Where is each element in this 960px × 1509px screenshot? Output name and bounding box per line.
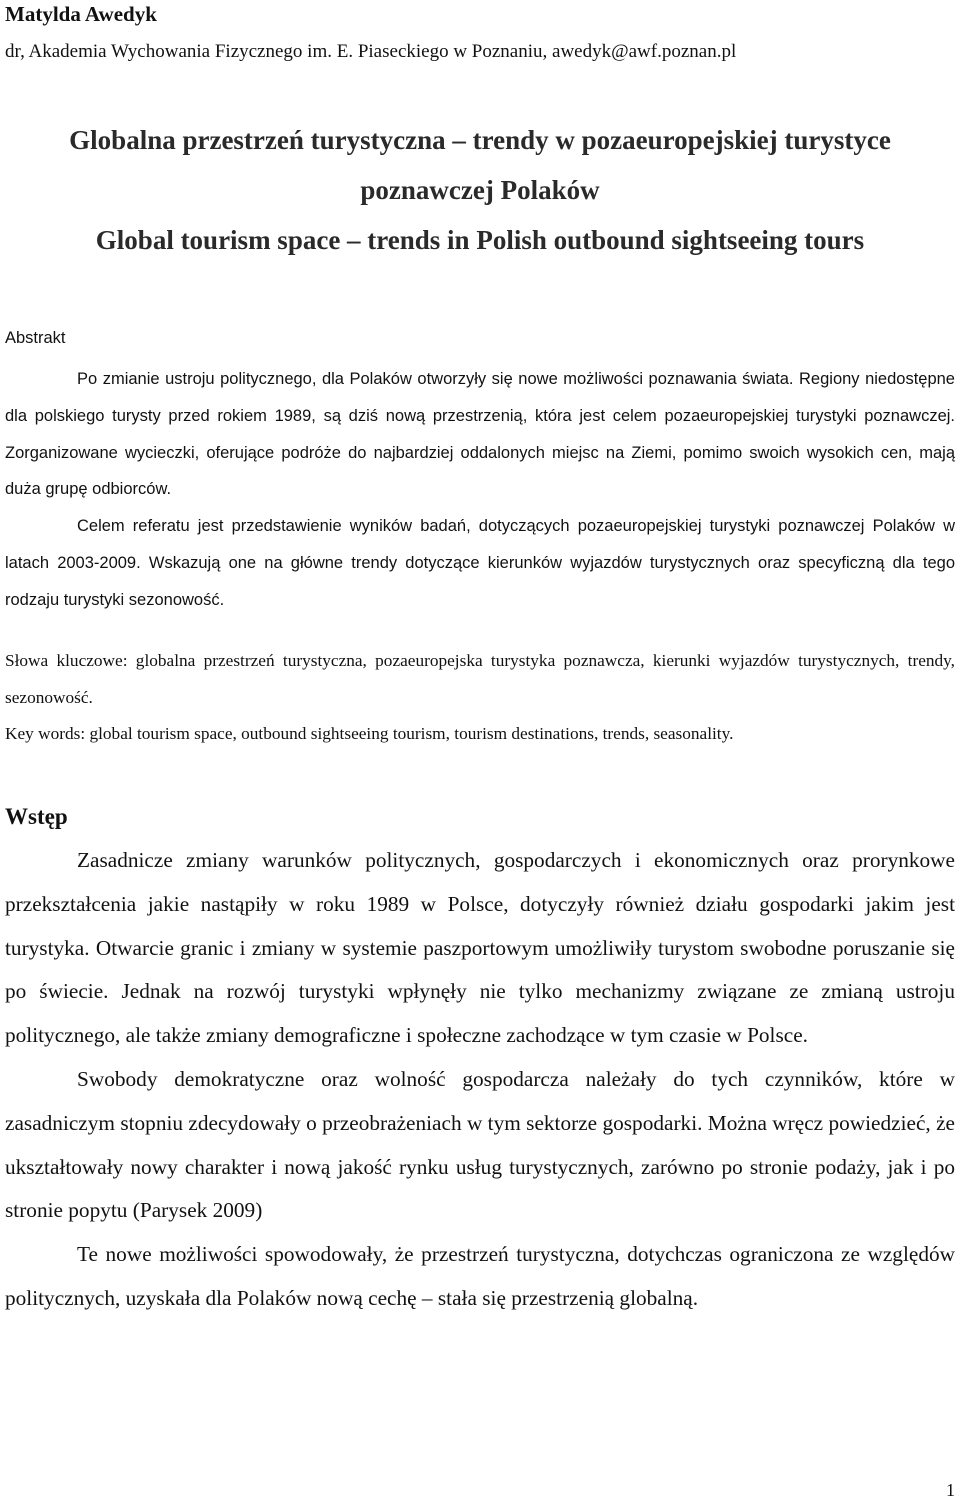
abstract-body xyxy=(5,361,955,619)
abstract-label: Abstrakt xyxy=(5,329,66,347)
keywords-english: Key words: global tourism space, outbound sightseeing tourism, tourism destinations, trends, seasonality. xyxy=(5,724,734,743)
keywords-polish: Słowa kluczowe: globalna przestrzeń turystyczna, pozaeuropejska turystyka poznawcza, kierunki wyjazdów turystycznych, trendy, sezonowość. xyxy=(5,651,955,707)
abstract-paragraph-2: Celem referatu jest przedstawienie wyników badań, dotyczących pozaeuropejskiej turystyki poznawczej Polaków w latach 2003-2009. Wskazują one na główne trendy dotyczące kierunków wyjazdów turystycznych oraz specyficzną dla tego rodzaju turystyki sezonowość. xyxy=(5,517,955,609)
introduction-paragraph-1: Zasadnicze zmiany warunków politycznych, gospodarczych i ekonomicznych oraz prorynkowe przekształcenia jakie nastąpiły w roku 1989 w Polsce, dotyczyły również działu gospodarki jakim jest turystyka. Otwarcie granic i zmiany w systemie paszportowym umożliwiły turystom swobodne poruszanie się po świecie. Jednak na rozwój turystyki wpłynęły nie tylko mechanizmy związane ze zmianą ustroju politycznego, ale także zmiany demograficzne i społeczne zachodzące w tym czasie w Polsce. xyxy=(5,848,955,1048)
introduction-paragraph-2: Swobody demokratyczne oraz wolność gospodarcza należały do tych czynników, które w zasadniczym stopniu zdecydowały o przeobrażeniach w tym sektorze gospodarki. Można wręcz powiedzieć, że ukształtowały nowy charakter i nową jakość rynku usług turystycznych, zarówno po stronie podaży, jak i po stronie popytu (Parysek 2009) xyxy=(5,1066,955,1223)
abstract-paragraph-1: Po zmianie ustroju politycznego, dla Polaków otworzyły się nowe możliwości poznawania świata. Regiony niedostępne dla polskiego turysty przed rokiem 1989, są dziś nową przestrzenią, która jest celem pozaeuropejskiej turystyki poznawczej. Zorganizowane wycieczki, oferujące podróże do najbardziej oddalonych miejsc na Ziemi, pomimo swoich wysokich cen, mają duża grupę odbiorców. xyxy=(5,370,955,499)
title-polish-line-2: poznawczej Polaków xyxy=(360,175,600,205)
title-polish-line-1: Globalna przestrzeń turystyczna – trendy w pozaeuropejskiej turystyce xyxy=(69,125,891,155)
introduction-body xyxy=(5,839,955,1321)
page-number: 1 xyxy=(946,1480,955,1500)
keywords-block xyxy=(5,643,955,753)
introduction-paragraph-3: Te nowe możliwości spowodowały, że przestrzeń turystyczna, dotychczas ograniczona ze względów politycznych, uzyskała dla Polaków nową cechę – stała się przestrzenią globalną. xyxy=(5,1242,955,1310)
section-heading-introduction: Wstęp xyxy=(5,804,68,829)
paper-title-block xyxy=(5,119,955,269)
author-affiliation: dr, Akademia Wychowania Fizycznego im. E. Piaseckiego w Poznaniu, awedyk@awf.poznan.pl xyxy=(5,41,737,62)
author-name: Matylda Awedyk xyxy=(5,2,157,26)
title-english: Global tourism space – trends in Polish outbound sightseeing tours xyxy=(95,225,865,255)
